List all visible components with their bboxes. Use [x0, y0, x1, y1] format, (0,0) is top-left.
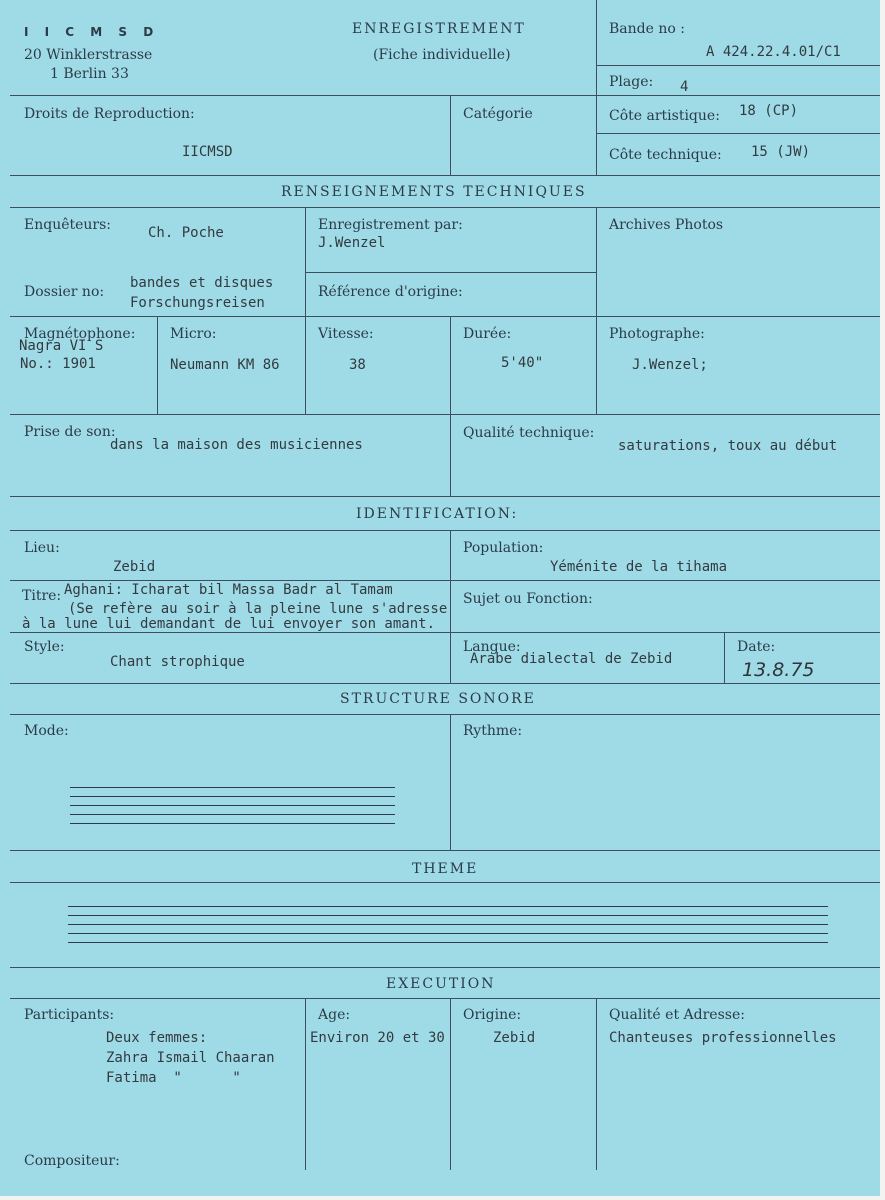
plage-label: Plage:	[609, 74, 654, 90]
qualite-value: saturations, toux au début	[618, 438, 838, 454]
grid-line	[157, 316, 158, 414]
plage-value: 4	[680, 79, 689, 95]
grid-line	[450, 530, 451, 683]
enqueteurs-label: Enquêteurs:	[24, 217, 112, 233]
langue-label: Langue:	[463, 639, 521, 655]
grid-line	[450, 95, 451, 175]
grid-line	[10, 632, 880, 633]
langue-value: Arabe dialectal de Zebid	[470, 651, 673, 667]
grid-line	[596, 133, 880, 134]
cote-artistique-label: Côte artistique:	[609, 108, 720, 124]
grid-line	[724, 632, 725, 683]
grid-line	[596, 65, 880, 66]
population-label: Population:	[463, 540, 544, 556]
date-label: Date:	[737, 639, 776, 655]
section-theme-title: THEME	[412, 861, 479, 877]
grid-line	[305, 998, 306, 1170]
theme-staff-line	[68, 924, 828, 925]
grid-line	[10, 207, 880, 208]
section-execution-title: EXECUTION	[386, 976, 496, 992]
grid-line	[10, 316, 880, 317]
cote-technique-value: 15 (JW)	[751, 144, 811, 160]
grid-line	[10, 967, 880, 968]
photographe-value: J.Wenzel;	[632, 357, 708, 373]
droits-value: IICMSD	[182, 144, 233, 160]
duree-label: Durée:	[463, 326, 512, 342]
grid-line	[10, 530, 880, 531]
form-title: ENREGISTREMENT	[352, 21, 526, 37]
origine-label: Origine:	[463, 1007, 522, 1023]
duree-value: 5'40"	[501, 355, 544, 371]
titre-value-1: Aghani: Icharat bil Massa Badr al Tamam	[64, 582, 393, 598]
style-label: Style:	[24, 639, 65, 655]
magnetophone-no: No.: 1901	[20, 356, 96, 372]
theme-staff-line	[68, 933, 828, 934]
section-technical-title: RENSEIGNEMENTS TECHNIQUES	[281, 184, 587, 200]
cote-artistique-value: 18 (CP)	[739, 103, 799, 119]
participants-value-2: Zahra Ismail Chaaran	[106, 1050, 275, 1066]
reference-label: Référence d'origine:	[318, 284, 463, 300]
grid-line	[10, 882, 880, 883]
grid-line	[10, 998, 880, 999]
section-identification-title: IDENTIFICATION:	[356, 506, 519, 522]
org-street: 20 Winklerstrasse	[24, 47, 153, 63]
bande-value: A 424.22.4.01/C1	[706, 44, 841, 60]
droits-label: Droits de Reproduction:	[24, 106, 195, 122]
archives-photos-label: Archives Photos	[609, 217, 724, 233]
participants-value-3: Fatima " "	[106, 1070, 241, 1086]
mode-staff-line	[70, 814, 395, 815]
theme-staff-line	[68, 915, 828, 916]
magnetophone-label: Magnétophone:	[24, 326, 136, 342]
grid-line	[10, 95, 880, 96]
titre-value-2: (Se refère au soir à la pleine lune s'adresse	[68, 601, 448, 617]
grid-line	[305, 207, 306, 414]
grid-line	[305, 272, 596, 273]
lieu-value: Zebid	[113, 559, 156, 575]
theme-staff-line	[68, 942, 828, 943]
grid-line	[10, 414, 880, 415]
grid-line	[596, 207, 597, 414]
section-structure-title: STRUCTURE SONORE	[340, 691, 536, 707]
org-city: 1 Berlin 33	[50, 66, 129, 82]
magnetophone-value: Nagra VI S	[19, 338, 104, 354]
mode-label: Mode:	[24, 723, 69, 739]
org-name: I I C M S D	[24, 25, 160, 39]
dossier-label: Dossier no:	[24, 284, 105, 300]
age-value: Environ 20 et 30	[310, 1030, 445, 1046]
micro-label: Micro:	[170, 326, 217, 342]
rythme-label: Rythme:	[463, 723, 523, 739]
participants-value-1: Deux femmes:	[106, 1030, 208, 1046]
lieu-label: Lieu:	[24, 540, 60, 556]
enregistrement-par-label: Enregistrement par:	[318, 217, 463, 233]
grid-line	[10, 496, 880, 497]
mode-staff-line	[70, 823, 395, 824]
origine-value: Zebid	[493, 1030, 536, 1046]
sujet-label: Sujet ou Fonction:	[463, 591, 593, 607]
photographe-label: Photographe:	[609, 326, 705, 342]
grid-line	[596, 998, 597, 1170]
grid-line	[10, 850, 880, 851]
grid-line	[450, 714, 451, 850]
vitesse-label: Vitesse:	[318, 326, 374, 342]
prise-value: dans la maison des musiciennes	[110, 437, 363, 453]
mode-staff-line	[70, 796, 395, 797]
qualite-label: Qualité technique:	[463, 425, 595, 441]
grid-line	[10, 683, 880, 684]
micro-value: Neumann KM 86	[170, 357, 280, 373]
grid-line	[450, 316, 451, 496]
grid-line	[10, 714, 880, 715]
participants-label: Participants:	[24, 1007, 115, 1023]
prise-label: Prise de son:	[24, 424, 116, 440]
grid-line	[596, 0, 597, 175]
mode-staff-line	[70, 787, 395, 788]
dossier-value-2: Forschungsreisen	[130, 295, 265, 311]
categorie-label: Catégorie	[463, 106, 533, 122]
compositeur-label: Compositeur:	[24, 1153, 120, 1169]
qualite-adresse-value: Chanteuses professionnelles	[609, 1030, 837, 1046]
dossier-value-1: bandes et disques	[130, 275, 274, 291]
cote-technique-label: Côte technique:	[609, 147, 722, 163]
enregistrement-par-value: J.Wenzel	[318, 235, 386, 251]
form-subtitle: (Fiche individuelle)	[373, 47, 511, 63]
titre-label: Titre:	[22, 588, 62, 604]
enqueteurs-value: Ch. Poche	[148, 225, 224, 241]
age-label: Age:	[318, 1007, 351, 1023]
mode-staff-line	[70, 805, 395, 806]
titre-value-3: à la lune lui demandant de lui envoyer son amant.	[22, 616, 436, 632]
style-value: Chant strophique	[110, 654, 245, 670]
grid-line	[450, 998, 451, 1170]
vitesse-value: 38	[349, 357, 366, 373]
theme-staff-line	[68, 906, 828, 907]
date-value: 13.8.75	[742, 659, 815, 681]
bande-label: Bande no :	[609, 21, 685, 37]
grid-line	[10, 175, 880, 176]
qualite-adresse-label: Qualité et Adresse:	[609, 1007, 745, 1023]
population-value: Yéménite de la tihama	[550, 559, 728, 575]
